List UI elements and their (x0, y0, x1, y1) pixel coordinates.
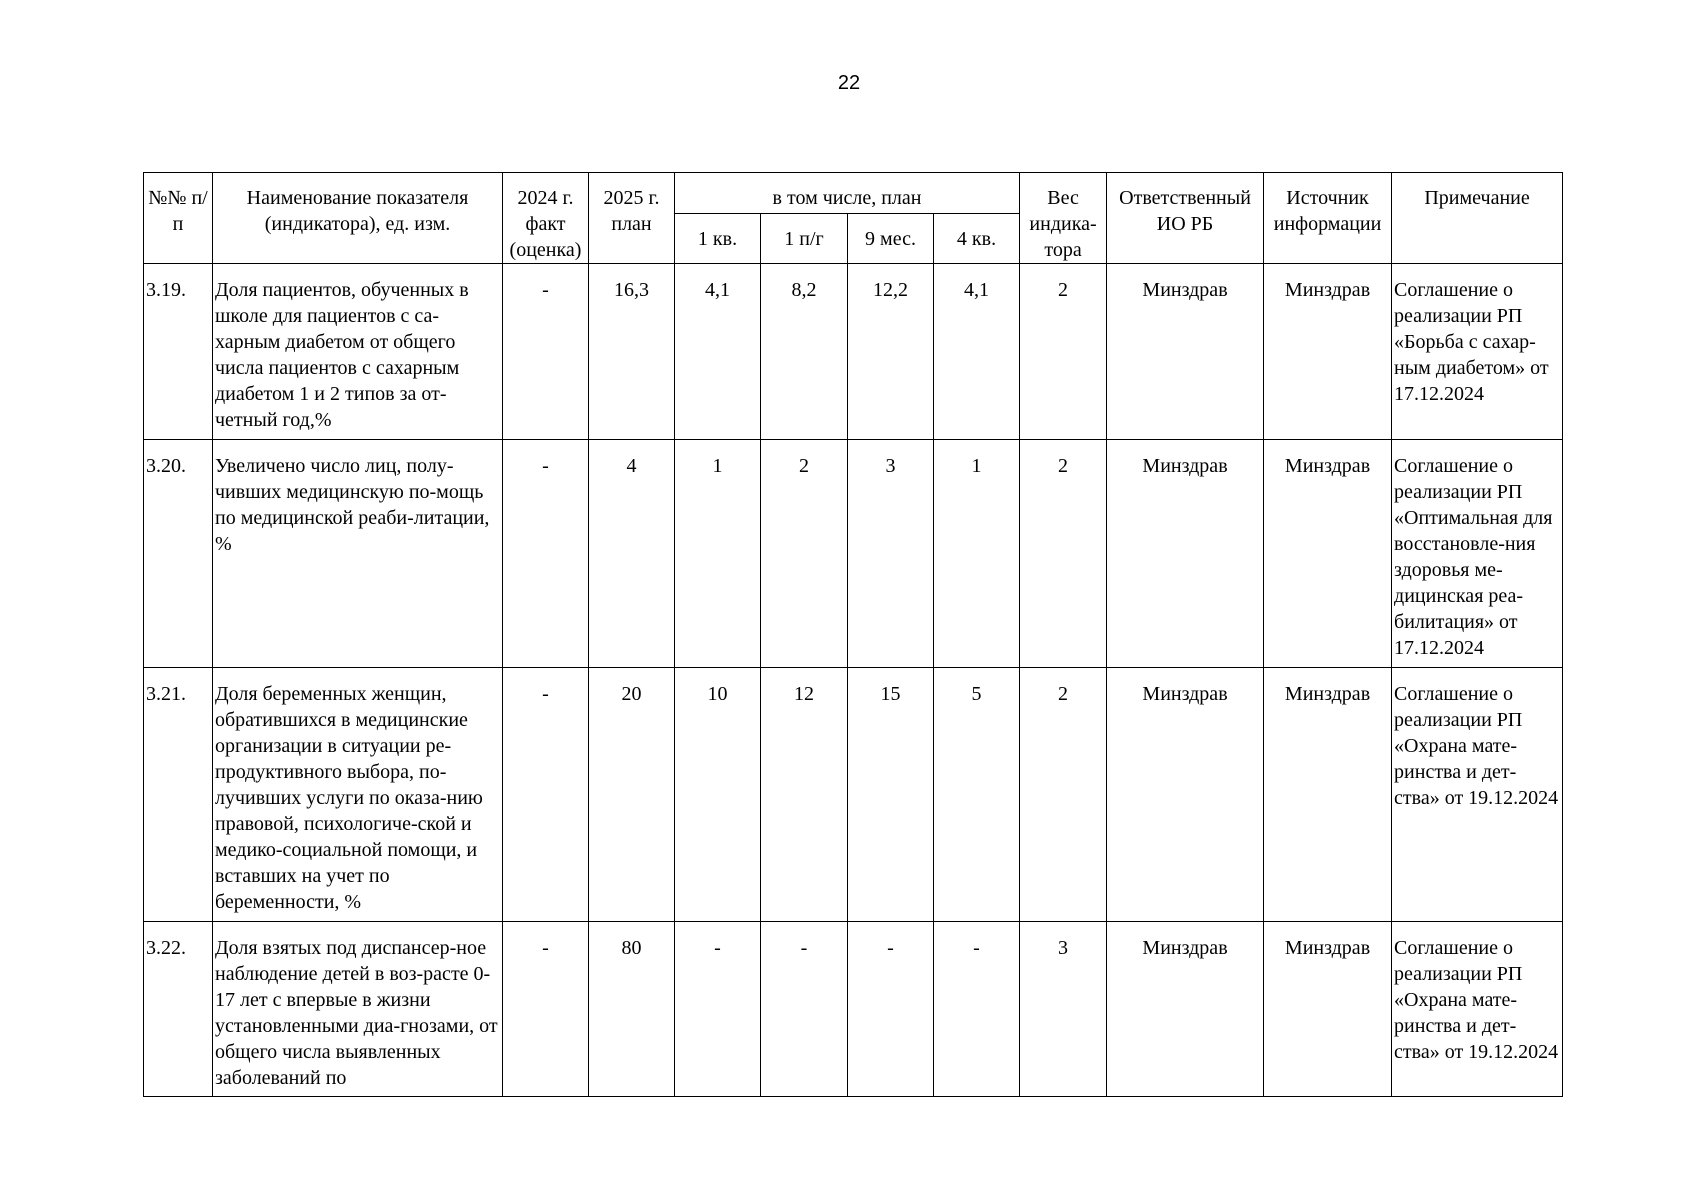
indicator-name: Доля взятых под диспансер-ное наблюдение детей в воз-расте 0-17 лет с впервые в жизни установленными диа-гнозами, от общего числа выявленных заболеваний по (213, 922, 503, 1097)
table-row (144, 668, 1563, 922)
weight-value: 2 (1020, 264, 1107, 440)
page-number: 22 (837, 72, 861, 94)
source-value: Минздрав (1264, 668, 1392, 922)
header-fact-2024: 2024 г. факт (оценка) (503, 173, 589, 264)
table-header (144, 173, 1563, 264)
responsible-value: Минздрав (1107, 264, 1264, 440)
row-number: 3.19. (144, 264, 213, 440)
table-body (144, 264, 1563, 1097)
header-9-months: 9 мес. (848, 214, 934, 264)
responsible-value: Минздрав (1107, 922, 1264, 1097)
h1-value: 8,2 (761, 264, 848, 440)
header-responsible: Ответственный ИО РБ (1107, 173, 1264, 264)
indicator-name: Доля беременных женщин, обратившихся в медицинские организации в ситуации ре-продуктивного выбора, по-лучивших услуги по оказа-нию правовой, психологиче-ской и медико-социальной помощи, и вставших на учет по беременности, % (213, 668, 503, 922)
h1-value: 12 (761, 668, 848, 922)
header-q4: 4 кв. (934, 214, 1020, 264)
table-row (144, 440, 1563, 668)
source-value: Минздрав (1264, 264, 1392, 440)
q1-value: 10 (675, 668, 761, 922)
responsible-value: Минздрав (1107, 668, 1264, 922)
indicators-table (143, 172, 1563, 1097)
responsible-value: Минздрав (1107, 440, 1264, 668)
note-value: Соглашение о реализации РП «Охрана мате-ринства и дет-ства» от 19.12.2024 (1392, 922, 1563, 1097)
header-h1: 1 п/г (761, 214, 848, 264)
9-months-value: 15 (848, 668, 934, 922)
fact-2024-value: - (503, 668, 589, 922)
q4-value: 5 (934, 668, 1020, 922)
weight-value: 2 (1020, 440, 1107, 668)
9-months-value: - (848, 922, 934, 1097)
q4-value: 4,1 (934, 264, 1020, 440)
note-value: Соглашение о реализации РП «Борьба с сахар-ным диабетом» от 17.12.2024 (1392, 264, 1563, 440)
9-months-value: 12,2 (848, 264, 934, 440)
fact-2024-value: - (503, 922, 589, 1097)
weight-value: 2 (1020, 668, 1107, 922)
fact-2024-value: - (503, 264, 589, 440)
header-plan-2025: 2025 г. план (589, 173, 675, 264)
plan-2025-value: 16,3 (589, 264, 675, 440)
row-number: 3.20. (144, 440, 213, 668)
source-value: Минздрав (1264, 922, 1392, 1097)
q1-value: 4,1 (675, 264, 761, 440)
indicator-name: Доля пациентов, обученных в школе для пациентов с са-харным диабетом от общего числа пациентов с сахарным диабетом 1 и 2 типов за от-четный год,% (213, 264, 503, 440)
fact-2024-value: - (503, 440, 589, 668)
q4-value: - (934, 922, 1020, 1097)
weight-value: 3 (1020, 922, 1107, 1097)
plan-2025-value: 80 (589, 922, 675, 1097)
table-row (144, 922, 1563, 1097)
row-number: 3.22. (144, 922, 213, 1097)
header-q1: 1 кв. (675, 214, 761, 264)
header-note: Примечание (1392, 173, 1563, 264)
q1-value: 1 (675, 440, 761, 668)
indicator-name: Увеличено число лиц, полу-чивших медицинскую по-мощь по медицинской реаби-литации, % (213, 440, 503, 668)
header-indicator-name: Наименование показателя (индикатора), ед. изм. (213, 173, 503, 264)
source-value: Минздрав (1264, 440, 1392, 668)
q1-value: - (675, 922, 761, 1097)
table-row (144, 264, 1563, 440)
row-number: 3.21. (144, 668, 213, 922)
q4-value: 1 (934, 440, 1020, 668)
header-number: №№ п/п (144, 173, 213, 264)
header-including-plan: в том числе, план (675, 173, 1020, 214)
h1-value: - (761, 922, 848, 1097)
header-source: Источник информации (1264, 173, 1392, 264)
note-value: Соглашение о реализации РП «Оптимальная для восстановле-ния здоровья ме-дицинская реа-билитация» от 17.12.2024 (1392, 440, 1563, 668)
header-weight: Вес индика-тора (1020, 173, 1107, 264)
note-value: Соглашение о реализации РП «Охрана мате-ринства и дет-ства» от 19.12.2024 (1392, 668, 1563, 922)
plan-2025-value: 20 (589, 668, 675, 922)
plan-2025-value: 4 (589, 440, 675, 668)
h1-value: 2 (761, 440, 848, 668)
9-months-value: 3 (848, 440, 934, 668)
